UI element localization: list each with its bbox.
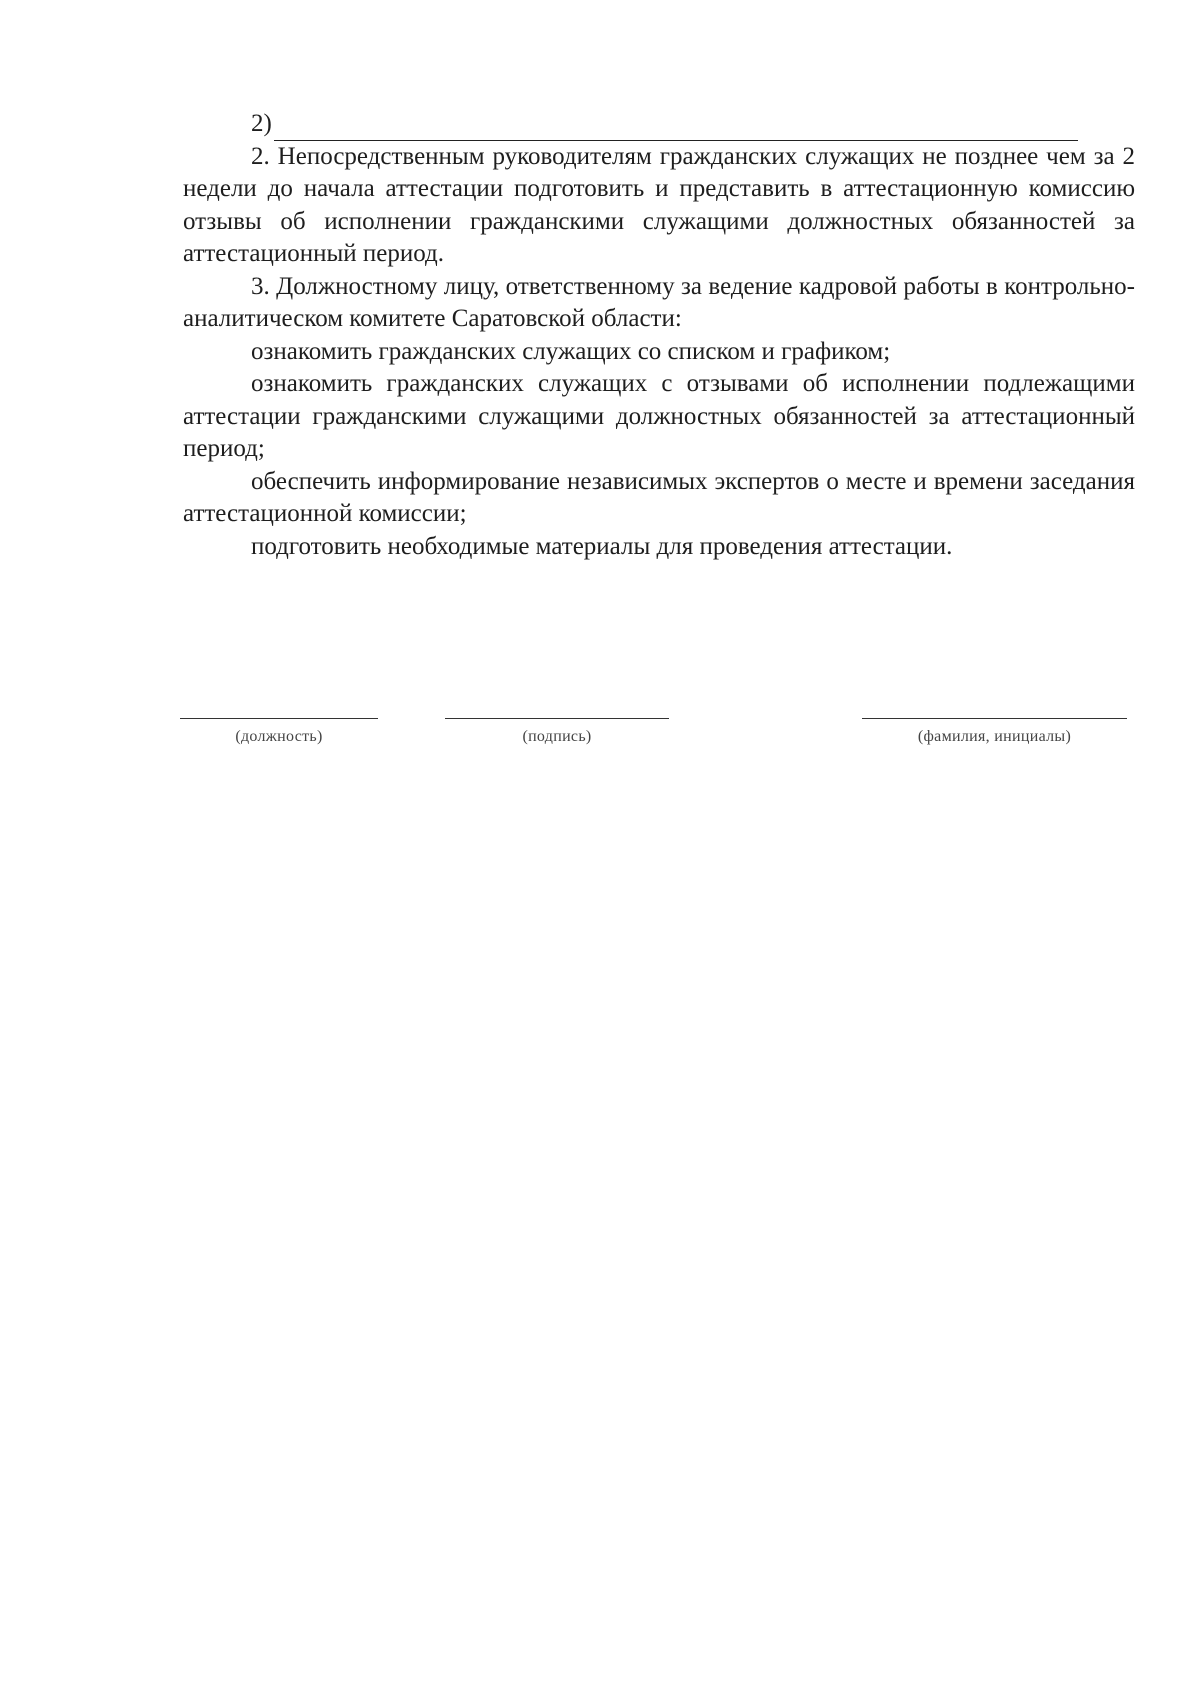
name-line (862, 718, 1127, 719)
signature-field (445, 718, 669, 746)
list-item-number: 2) (251, 110, 272, 137)
name-caption: (фамилия, инициалы) (917, 728, 1072, 745)
blank-fill-line (274, 116, 1078, 141)
document-body (183, 108, 1135, 563)
signature-line (445, 718, 669, 719)
position-line (180, 718, 378, 719)
signature-block (0, 718, 1200, 758)
name-field (862, 718, 1127, 746)
task-inform-experts: обеспечить информирование независимых экспертов о месте и времени заседания аттестационной комиссии; (183, 467, 1135, 527)
list-item-2-line (251, 108, 1135, 141)
paragraph-hr-officer: 3. Должностному лицу, ответственному за ведение кадровой работы в контрольно-аналитическом комитете Саратовской области: (183, 272, 1135, 332)
paragraph-supervisors: 2. Непосредственным руководителям гражданских служащих не позднее чем за 2 недели до начала аттестации подготовить и представить в аттестационную комиссию отзывы об исполнении гражданскими служащими должностных обязанностей за аттестационный период. (183, 142, 1135, 267)
task-prepare-materials: подготовить необходимые материалы для проведения аттестации. (251, 532, 953, 560)
signature-caption: (подпись) (522, 728, 592, 745)
task-familiarize-schedule: ознакомить гражданских служащих со списком и графиком; (251, 337, 891, 365)
position-caption: (должность) (235, 728, 323, 745)
position-field (180, 718, 378, 746)
task-familiarize-reviews: ознакомить гражданских служащих с отзывами об исполнении подлежащими аттестации гражданскими служащими должностных обязанностей за аттестационный период; (183, 370, 1135, 462)
